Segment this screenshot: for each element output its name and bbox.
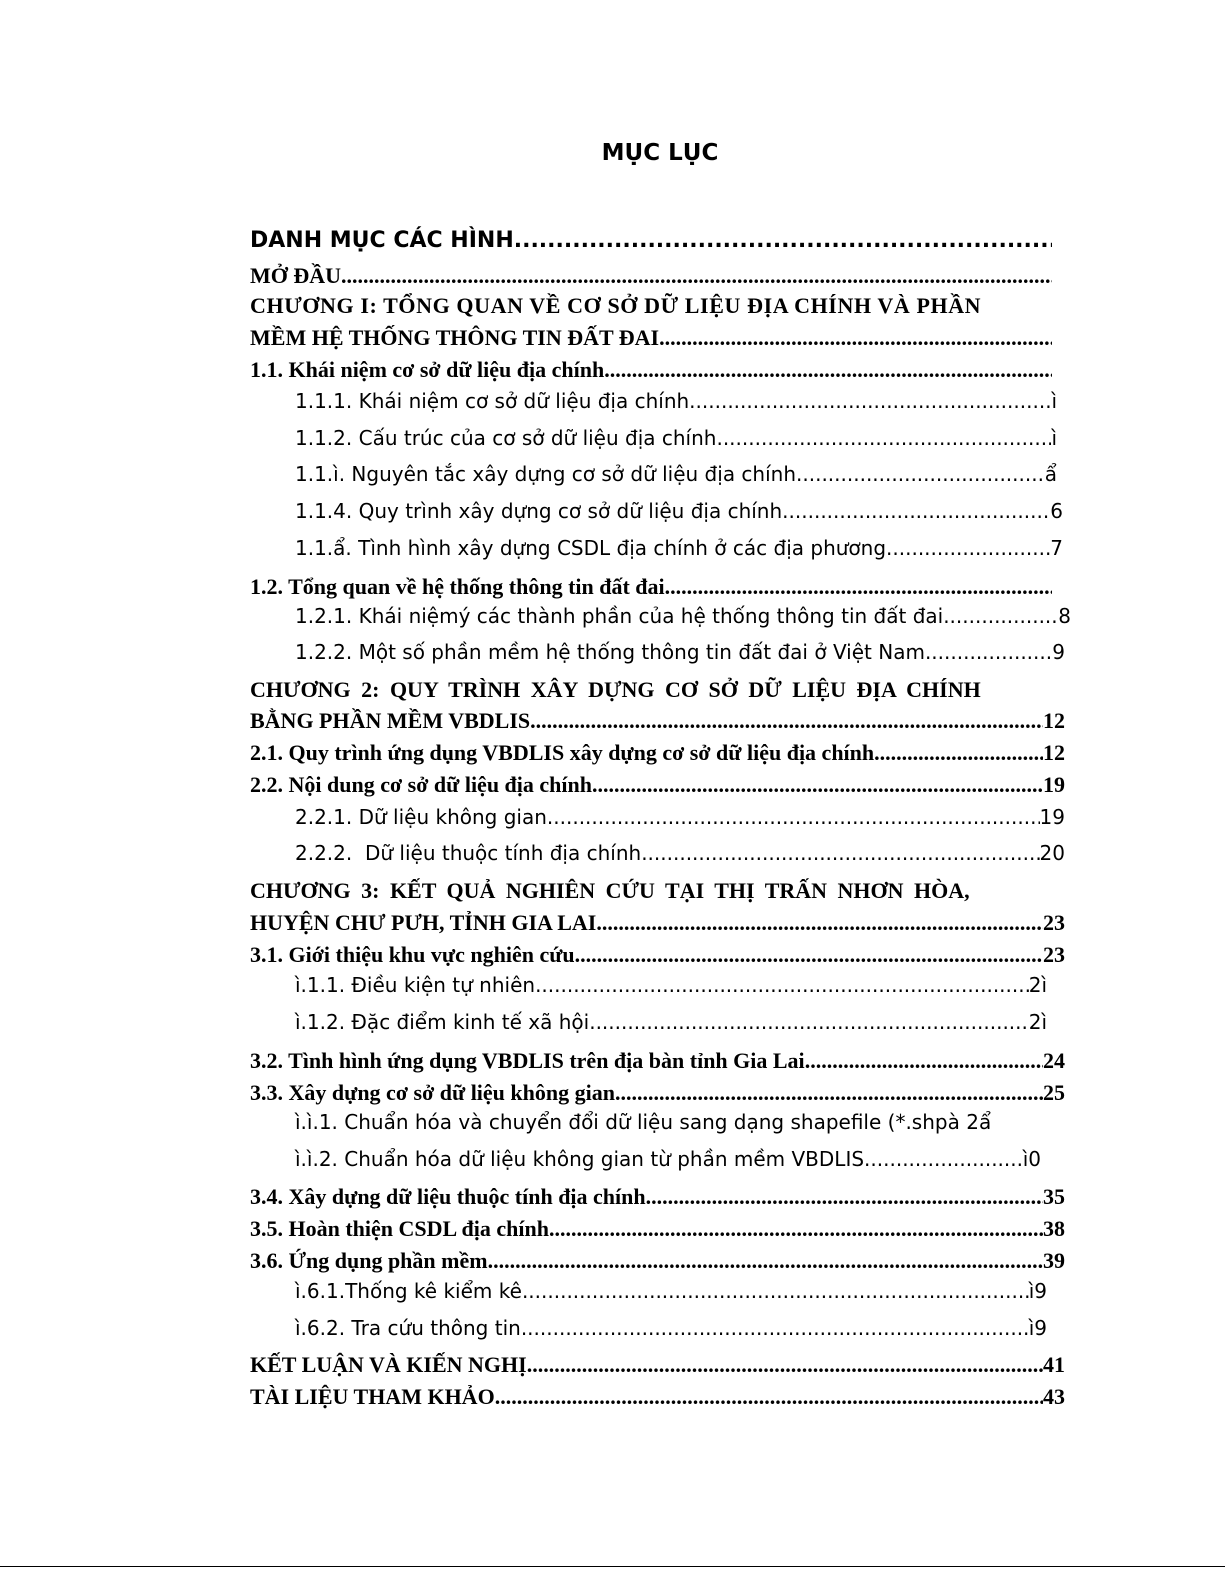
toc-page-number: ẩ (1044, 462, 1057, 486)
toc-entry-1-2[interactable] (250, 574, 1052, 600)
toc-entry-text: ì.ì.2. Chuẩn hóa dữ liệu không gian từ phần mềm VBDLIS (295, 1147, 865, 1171)
toc-entry-text: 3.5. Hoàn thiện CSDL địa chính (250, 1216, 549, 1241)
toc-entry-3-3-2[interactable] (295, 1147, 1041, 1171)
toc-entry-text: 3.2. Tình hình ứng dụng VBDLIS trên địa bàn tỉnh Gia Lai (250, 1048, 805, 1073)
toc-entry-text: CHƯƠNG 3: KẾT QUẢ NGHIÊN CỨU TẠI THỊ TRẤN NHƠN HÒA, (250, 878, 970, 903)
toc-entry-text: 1.2. Tổng quan về hệ thống thông tin đất đai (250, 574, 665, 599)
toc-entry-text: MỀM HỆ THỐNG THÔNG TIN ĐẤT ĐAI (250, 325, 660, 350)
toc-page-number: 2ì (1028, 1010, 1047, 1034)
toc-entry-text: HUYỆN CHƯ PƯH, TỈNH GIA LAI (250, 910, 597, 935)
toc-entry-1-1-3[interactable] (295, 462, 1057, 486)
toc-page-number: ì9 (1028, 1316, 1047, 1340)
toc-entry-3-6-1[interactable] (295, 1279, 1047, 1303)
toc-entry-text: KẾT LUẬN VÀ KIẾN NGHỊ (250, 1352, 527, 1377)
toc-entry-1-1-4[interactable] (295, 499, 1063, 523)
toc-entry-text: ì.ì.1. Chuẩn hóa và chuyển đổi dữ liệu sang dạng shapefile (*.shpà (295, 1110, 960, 1134)
toc-entry-text: 2.2.2. Dữ liệu thuộc tính địa chính (295, 841, 642, 865)
toc-entry-text: 2.2. Nội dung cơ sở dữ liệu địa chính (250, 772, 592, 797)
toc-entry-text: BẰNG PHẦN MỀM VBDLIS (250, 708, 531, 733)
toc-entry-1-2-2[interactable] (295, 640, 1065, 664)
toc-page-number: 24 (1043, 1048, 1065, 1073)
toc-entry-text: 1.2.1. Khái niệmý các thành phần của hệ thống thông tin đất đai (295, 604, 944, 628)
page-bottom-rule (0, 1566, 1225, 1567)
toc-entry-tai-lieu-tham-khao[interactable] (250, 1384, 1065, 1410)
toc-entry-text: ì.6.2. Tra cứu thông tin (295, 1316, 521, 1340)
toc-page-number: 19 (1043, 772, 1065, 797)
toc-page-number: 41 (1043, 1352, 1065, 1377)
toc-entry-mo-dau[interactable] (250, 263, 1052, 289)
toc-entry-text: 3.6. Ứng dụng phần mềm (250, 1248, 488, 1273)
toc-entry-text: 1.1.ẩ. Tình hình xây dựng CSDL địa chính ở các địa phương (295, 536, 887, 560)
toc-entry-3-2[interactable] (250, 1048, 1065, 1074)
toc-page-number: ì9 (1028, 1279, 1047, 1303)
toc-entry-text: TÀI LIỆU THAM KHẢO (250, 1384, 495, 1409)
toc-page-number: ì (1051, 426, 1057, 450)
toc-entry-text: DANH MỤC CÁC HÌNH (250, 228, 514, 253)
toc-entry-text: 3.3. Xây dựng cơ sở dữ liệu không gian (250, 1080, 615, 1105)
toc-entry-1-1-5[interactable] (295, 536, 1063, 560)
toc-entry-3-3[interactable] (250, 1080, 1065, 1106)
toc-entry-text: 1.1. Khái niệm cơ sở dữ liệu địa chính (250, 357, 605, 382)
toc-page-number: 23 (1043, 910, 1065, 935)
toc-entry-3-1-2[interactable] (295, 1010, 1047, 1034)
toc-entry-text: 2.2.1. Dữ liệu không gian (295, 805, 547, 829)
toc-page-number: 7 (1050, 536, 1063, 560)
toc-entry-2-2-1[interactable] (295, 805, 1065, 829)
toc-page-number: 6 (1050, 499, 1063, 523)
toc-entry-text: 2.1. Quy trình ứng dụng VBDLIS xây dựng cơ sở dữ liệu địa chính (250, 740, 875, 765)
toc-page-number: 2ẩ (966, 1110, 992, 1134)
toc-entry-text: ì.1.1. Điều kiện tự nhiên (295, 973, 536, 997)
toc-entry-text: CHƯƠNG I: TỔNG QUAN VỀ CƠ SỞ DỮ LIỆU ĐỊA CHÍNH VÀ PHẦN (250, 293, 982, 318)
toc-entry-1-1-1[interactable] (295, 389, 1057, 413)
toc-entry-text: MỞ ĐẦU (250, 263, 342, 288)
toc-page-number: 25 (1043, 1080, 1065, 1105)
toc-entry-3-3-1[interactable] (295, 1110, 1055, 1134)
toc-entry-3-6-2[interactable] (295, 1316, 1047, 1340)
toc-entry-text: 3.1. Giới thiệu khu vực nghiên cứu (250, 942, 575, 967)
toc-entry-text: 1.1.4. Quy trình xây dựng cơ sở dữ liệu địa chính (295, 499, 783, 523)
toc-entry-3-5[interactable] (250, 1216, 1065, 1242)
toc-entry-text: 1.1.2. Cấu trúc của cơ sở dữ liệu địa chính (295, 426, 717, 450)
toc-page-number: 12 (1043, 708, 1065, 733)
toc-page-number: 9 (1052, 640, 1065, 664)
toc-entry-2-2-2[interactable] (295, 841, 1065, 865)
toc-entry-text: ì.1.2. Đặc điểm kinh tế xã hội (295, 1010, 590, 1034)
toc-page-number: 19 (1039, 805, 1065, 829)
toc-page-number: 23 (1043, 942, 1065, 967)
toc-entry-text: 1.1.ì. Nguyên tắc xây dựng cơ sở dữ liệu địa chính (295, 462, 797, 486)
toc-entry-chuong-1-line-1[interactable] (250, 293, 1052, 319)
toc-entry-3-1[interactable] (250, 942, 1065, 968)
toc-entry-1-1[interactable] (250, 357, 1052, 383)
toc-entry-danh-muc-cac-hinh[interactable] (250, 228, 1052, 253)
toc-entry-chuong-3-line-1[interactable] (250, 878, 1052, 904)
toc-entry-chuong-2-line-1[interactable] (250, 677, 1052, 703)
toc-page-number: 38 (1043, 1216, 1065, 1241)
toc-page-number: 2ì (1028, 973, 1047, 997)
toc-page-number: 39 (1043, 1248, 1065, 1273)
toc-entry-3-4[interactable] (250, 1184, 1065, 1210)
toc-page-number: 8 (1058, 604, 1071, 628)
toc-entry-chuong-1-line-2[interactable] (250, 325, 1052, 351)
toc-page-number: ì0 (1022, 1147, 1041, 1171)
toc-entry-ket-luan[interactable] (250, 1352, 1065, 1378)
toc-page-number: 12 (1043, 740, 1065, 765)
toc-entry-1-2-1[interactable] (295, 604, 1071, 628)
toc-page-number: 35 (1043, 1184, 1065, 1209)
toc-page-number: 20 (1039, 841, 1065, 865)
toc-entry-1-1-2[interactable] (295, 426, 1057, 450)
toc-page-number: 43 (1043, 1384, 1065, 1409)
toc-entry-chuong-3-line-2[interactable] (250, 910, 1065, 936)
toc-page-number: ì (1051, 389, 1057, 413)
page-title: MỤC LỤC (601, 140, 719, 166)
toc-entry-text: 1.1.1. Khái niệm cơ sở dữ liệu địa chính (295, 389, 690, 413)
toc-entry-text: ì.6.1.Thống kê kiểm kê (295, 1279, 522, 1303)
toc-entry-chuong-2-line-2[interactable] (250, 708, 1065, 734)
toc-entry-text: CHƯƠNG 2: QUY TRÌNH XÂY DỰNG CƠ SỞ DỮ LIỆU ĐỊA CHÍNH (250, 677, 981, 702)
toc-entry-2-1[interactable] (250, 740, 1065, 766)
toc-entry-text: 3.4. Xây dựng dữ liệu thuộc tính địa chính (250, 1184, 646, 1209)
toc-entry-3-6[interactable] (250, 1248, 1065, 1274)
toc-entry-text: 1.2.2. Một số phần mềm hệ thống thông tin đất đai ở Việt Nam (295, 640, 925, 664)
toc-entry-3-1-1[interactable] (295, 973, 1047, 997)
toc-entry-2-2[interactable] (250, 772, 1065, 798)
